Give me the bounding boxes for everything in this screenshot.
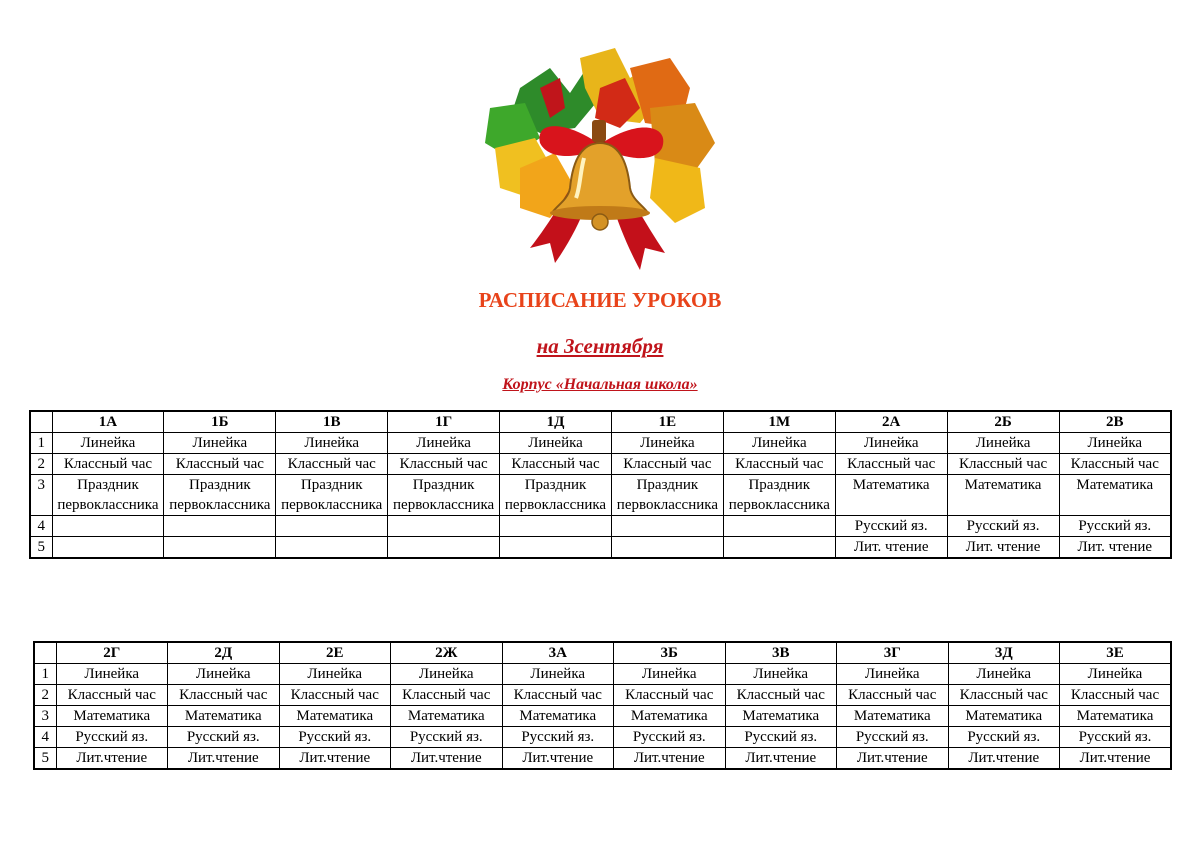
table-row — [30, 433, 1171, 454]
lesson-number: 5 — [30, 537, 52, 559]
table-cell: Русский яз. — [391, 727, 503, 748]
table-cell: Русский яз. — [168, 727, 280, 748]
schedule-table-1 — [29, 410, 1172, 559]
table-cell — [723, 537, 835, 559]
table-cell — [276, 537, 388, 559]
class-header: 3Д — [948, 642, 1060, 664]
table-cell: Лит.чтение — [168, 748, 280, 770]
table-cell: Математика — [168, 706, 280, 727]
table-cell: Линейка — [725, 664, 837, 685]
table-cell: Классный час — [614, 685, 726, 706]
table-cell: Линейка — [52, 433, 164, 454]
lesson-number: 1 — [34, 664, 56, 685]
table-cell: Классный час — [56, 685, 168, 706]
table-cell — [164, 516, 276, 537]
class-header: 1А — [52, 411, 164, 433]
lesson-number: 3 — [34, 706, 56, 727]
table-cell: Классный час — [723, 454, 835, 475]
table-cell: Линейка — [1060, 664, 1172, 685]
table-cell: Праздник первоклассника — [276, 475, 388, 516]
table-cell: Линейка — [835, 433, 947, 454]
table-cell: Линейка — [611, 433, 723, 454]
table-cell: Русский яз. — [279, 727, 391, 748]
table-cell: Линейка — [723, 433, 835, 454]
table-cell: Лит.чтение — [725, 748, 837, 770]
table-cell — [500, 516, 612, 537]
table-cell: Классный час — [1060, 685, 1172, 706]
class-header: 2А — [835, 411, 947, 433]
table-cell: Лит.чтение — [56, 748, 168, 770]
table-cell: Лит.чтение — [391, 748, 503, 770]
lesson-number: 4 — [34, 727, 56, 748]
table-cell: Лит.чтение — [1060, 748, 1172, 770]
class-header: 2Г — [56, 642, 168, 664]
table-cell: Русский яз. — [725, 727, 837, 748]
table-row — [34, 664, 1171, 685]
table-cell: Математика — [837, 706, 949, 727]
lesson-number: 1 — [30, 433, 52, 454]
table-cell: Праздник первоклассника — [52, 475, 164, 516]
table-cell — [52, 537, 164, 559]
building-name: Корпус «Начальная школа» — [502, 376, 698, 393]
table-cell: Линейка — [276, 433, 388, 454]
table-cell: Праздник первоклассника — [611, 475, 723, 516]
class-header: 1Б — [164, 411, 276, 433]
bell-leaves-logo — [480, 48, 720, 280]
class-header: 2Д — [168, 642, 280, 664]
table-cell: Классный час — [725, 685, 837, 706]
table-cell — [388, 516, 500, 537]
table-cell: Лит. чтение — [947, 537, 1059, 559]
table-cell: Классный час — [391, 685, 503, 706]
table-cell: Математика — [1060, 706, 1172, 727]
class-header: 1М — [723, 411, 835, 433]
table-cell: Линейка — [279, 664, 391, 685]
table-cell: Русский яз. — [1060, 727, 1172, 748]
lesson-number: 4 — [30, 516, 52, 537]
class-header: 2Ж — [391, 642, 503, 664]
table-cell: Классный час — [835, 454, 947, 475]
table-cell: Математика — [947, 475, 1059, 516]
table-cell: Классный час — [164, 454, 276, 475]
lesson-number-header — [30, 411, 52, 433]
table-cell: Лит.чтение — [614, 748, 726, 770]
lesson-number: 2 — [30, 454, 52, 475]
table-cell: Русский яз. — [1059, 516, 1171, 537]
class-header: 1Е — [611, 411, 723, 433]
table-cell: Линейка — [502, 664, 614, 685]
class-header: 2Е — [279, 642, 391, 664]
table-row — [30, 537, 1171, 559]
table-row — [30, 475, 1171, 516]
class-header: 1В — [276, 411, 388, 433]
table-cell: Линейка — [500, 433, 612, 454]
table-cell — [500, 537, 612, 559]
table-cell: Лит.чтение — [837, 748, 949, 770]
table-row — [30, 516, 1171, 537]
table-cell: Русский яз. — [837, 727, 949, 748]
table-cell: Математика — [391, 706, 503, 727]
table-cell: Русский яз. — [56, 727, 168, 748]
table-cell: Математика — [502, 706, 614, 727]
table-cell — [276, 516, 388, 537]
table-cell: Праздник первоклассника — [500, 475, 612, 516]
table-cell: Линейка — [56, 664, 168, 685]
class-header: 1Г — [388, 411, 500, 433]
lesson-number: 2 — [34, 685, 56, 706]
table-cell: Русский яз. — [948, 727, 1060, 748]
table-cell: Линейка — [388, 433, 500, 454]
table-cell: Русский яз. — [502, 727, 614, 748]
table-row — [30, 454, 1171, 475]
table-cell: Линейка — [837, 664, 949, 685]
table-cell — [52, 516, 164, 537]
class-header: 3Е — [1060, 642, 1172, 664]
page-title: РАСПИСАНИЕ УРОКОВ — [478, 288, 722, 312]
class-header: 2Б — [947, 411, 1059, 433]
table-cell: Лит.чтение — [948, 748, 1060, 770]
table-cell: Русский яз. — [614, 727, 726, 748]
table-cell: Классный час — [502, 685, 614, 706]
table-cell: Математика — [1059, 475, 1171, 516]
table-cell — [611, 516, 723, 537]
table-cell: Лит.чтение — [279, 748, 391, 770]
table-cell: Праздник первоклассника — [723, 475, 835, 516]
table-cell — [723, 516, 835, 537]
table-cell: Классный час — [52, 454, 164, 475]
table-cell: Классный час — [500, 454, 612, 475]
table-cell — [611, 537, 723, 559]
table-cell: Праздник первоклассника — [164, 475, 276, 516]
table-cell: Математика — [614, 706, 726, 727]
class-header: 2В — [1059, 411, 1171, 433]
table-cell: Линейка — [391, 664, 503, 685]
table-cell: Праздник первоклассника — [388, 475, 500, 516]
table-cell: Классный час — [837, 685, 949, 706]
table-cell: Линейка — [168, 664, 280, 685]
table-row — [34, 727, 1171, 748]
table-cell: Классный час — [388, 454, 500, 475]
lesson-number: 3 — [30, 475, 52, 516]
table-cell: Классный час — [1059, 454, 1171, 475]
table-cell: Классный час — [947, 454, 1059, 475]
class-header: 3В — [725, 642, 837, 664]
table-cell — [164, 537, 276, 559]
class-header: 3Б — [614, 642, 726, 664]
table-cell: Математика — [56, 706, 168, 727]
table-header-row — [30, 411, 1171, 433]
table-row — [34, 685, 1171, 706]
table-cell: Лит. чтение — [835, 537, 947, 559]
table-cell: Классный час — [276, 454, 388, 475]
lesson-number: 5 — [34, 748, 56, 770]
table-cell: Линейка — [947, 433, 1059, 454]
table-row — [34, 706, 1171, 727]
table-cell: Линейка — [948, 664, 1060, 685]
table-cell: Математика — [948, 706, 1060, 727]
table-cell: Линейка — [164, 433, 276, 454]
table-cell — [388, 537, 500, 559]
table-cell: Математика — [835, 475, 947, 516]
table-header-row — [34, 642, 1171, 664]
table-cell: Классный час — [168, 685, 280, 706]
class-header: 3А — [502, 642, 614, 664]
class-header: 3Г — [837, 642, 949, 664]
table-cell: Математика — [725, 706, 837, 727]
table-cell: Лит.чтение — [502, 748, 614, 770]
table-cell: Классный час — [611, 454, 723, 475]
table-cell: Русский яз. — [947, 516, 1059, 537]
table-row — [34, 748, 1171, 770]
class-header: 1Д — [500, 411, 612, 433]
table-cell: Математика — [279, 706, 391, 727]
schedule-table-2 — [33, 641, 1172, 770]
table-cell: Классный час — [279, 685, 391, 706]
table-cell: Лит. чтение — [1059, 537, 1171, 559]
table-cell: Линейка — [1059, 433, 1171, 454]
lesson-number-header — [34, 642, 56, 664]
table-cell: Русский яз. — [835, 516, 947, 537]
table-cell: Линейка — [614, 664, 726, 685]
table-cell: Классный час — [948, 685, 1060, 706]
schedule-date: на 3сентября — [536, 334, 664, 358]
